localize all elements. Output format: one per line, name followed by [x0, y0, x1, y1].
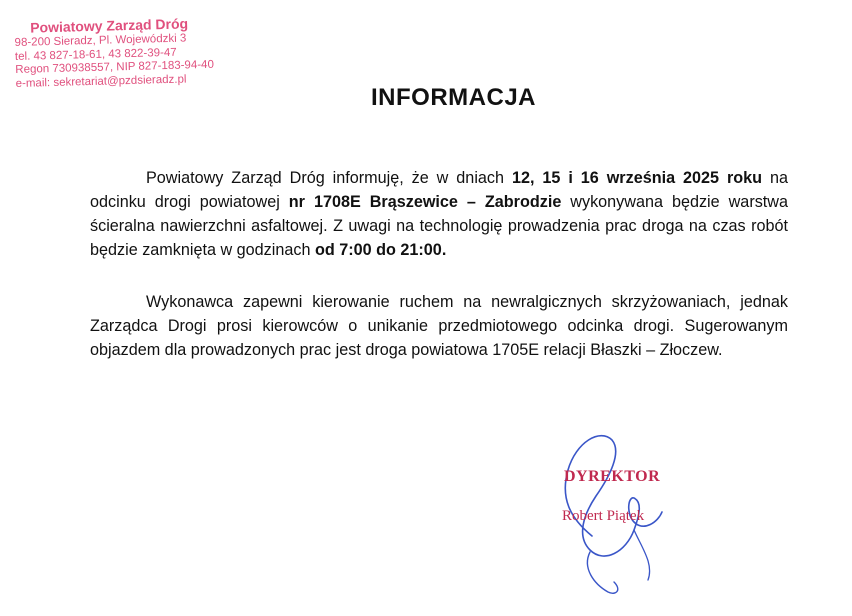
signature-name: Robert Piątek: [562, 508, 645, 524]
p1-text-1: Powiatowy Zarząd Dróg informuję, że w dniach: [146, 169, 512, 187]
p1-dates: 12, 15 i 16 września 2025 roku: [511, 169, 763, 187]
stamp-phone: tel. 43 827-18-61, 43 822-39-47: [14, 46, 177, 63]
stamp-address: 98-200 Sieradz, Pl. Wojewódzki 3: [14, 32, 187, 49]
p2-text: Wykonawca zapewni kierowanie ruchem na newralgicznych skrzyżowaniach, jednak Zarządca Drogi prosi kierowców o unikanie przedmiotowego odcinka drogi. Sugerowanym objazdem dla prowadzonych prac jest droga powiatowa 1705E relacji Błaszki – Złoczew.: [90, 293, 788, 359]
document-title-row: [0, 84, 852, 112]
stamp-email: e-mail: sekretariat@pzdsieradz.pl: [15, 73, 187, 90]
p1-text-3: wykonywana będzie warstwa ścieralna nawierzchni asfaltowej. Z uwagi na technologię prowadzenia prac droga na czas robót będzie zamknięta w godzinach: [90, 193, 788, 259]
p1-text-2: na odcinku drogi powiatowej: [90, 169, 788, 211]
p1-road: nr 1708E Brąszewice – Zabrodzie: [288, 193, 562, 211]
signature-role: DYREKTOR: [564, 468, 661, 485]
document-title: INFORMACJA: [371, 84, 536, 111]
organization-stamp: [14, 14, 246, 91]
p1-hours: od 7:00 do 21:00.: [314, 241, 447, 259]
paragraph-detour: [90, 290, 788, 362]
stamp-organization: Powiatowy Zarząd Dróg: [29, 15, 189, 36]
stamp-regon: Regon 730938557, NIP 827-183-94-40: [15, 58, 215, 76]
paragraph-announcement: [90, 166, 788, 262]
